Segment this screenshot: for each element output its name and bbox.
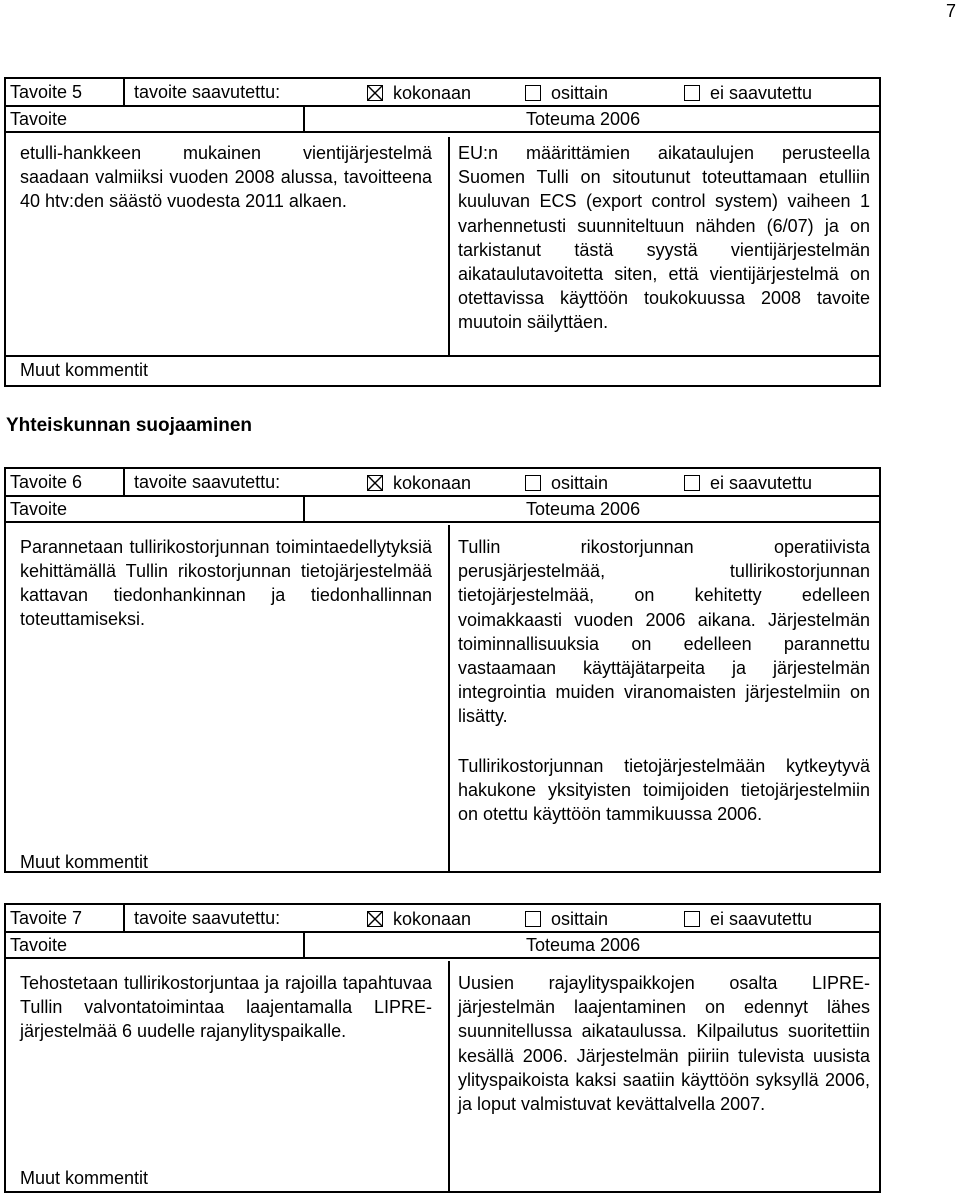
goal-table-7 bbox=[4, 903, 881, 1193]
status-row bbox=[6, 79, 879, 107]
column-header-outcome: Toteuma 2006 bbox=[526, 935, 641, 955]
option-not[interactable] bbox=[684, 472, 812, 494]
comments-label: Muut kommentit bbox=[20, 1168, 149, 1188]
checkbox-icon[interactable] bbox=[684, 911, 700, 927]
status-label: tavoite saavutettu: bbox=[134, 908, 281, 928]
section-heading: Yhteiskunnan suojaaminen bbox=[6, 415, 252, 436]
goal-label: Tavoite 5 bbox=[10, 82, 83, 102]
option-not[interactable] bbox=[684, 82, 812, 104]
option-partial-label: osittain bbox=[551, 472, 609, 493]
content-row bbox=[6, 137, 879, 385]
comments-label: Muut kommentit bbox=[20, 360, 149, 380]
header-row bbox=[6, 497, 879, 523]
status-label: tavoite saavutettu: bbox=[134, 82, 281, 102]
checked-checkbox-icon[interactable] bbox=[367, 475, 383, 491]
option-partial[interactable] bbox=[525, 82, 608, 104]
goal-label: Tavoite 7 bbox=[10, 908, 83, 928]
comments-label: Muut kommentit bbox=[20, 852, 149, 872]
header-row bbox=[6, 933, 879, 959]
column-header-goal: Tavoite bbox=[10, 499, 68, 519]
option-not-label: ei saavutettu bbox=[710, 908, 813, 929]
outcome-paragraph: Tullirikostorjunnan tietojärjestelmään kytkeytyvä hakukone yksityisten toimijoiden tietojärjestelmiin on otettu käyttöön tammikuussa 2006. bbox=[458, 755, 870, 825]
option-full[interactable] bbox=[367, 472, 471, 494]
header-row bbox=[6, 107, 879, 133]
goal-table-5 bbox=[4, 77, 881, 387]
outcome-paragraph: Uusien rajaylityspaikkojen osalta LIPRE-järjestelmän laajentaminen on edennyt lähes suunnitellussa aikataulussa. Kilpailutus suoritettiin kesällä 2006. Järjestelmän piiriin tulevista uusista ylityspaikoista kaksi saatiin käyttöön syksyllä 2006, ja loput valmistuvat kevättalvella 2007. bbox=[458, 973, 870, 1115]
checkbox-icon[interactable] bbox=[525, 911, 541, 927]
checked-checkbox-icon[interactable] bbox=[367, 911, 383, 927]
option-partial-label: osittain bbox=[551, 908, 609, 929]
option-full[interactable] bbox=[367, 908, 471, 930]
outcome-paragraph: EU:n määrittämien aikataulujen perusteella Suomen Tulli on sitoutunut toteuttamaan etulliin kuuluvan ECS (export control system) vaiheen 1 varhennetusti suunniteltuun nähden (6/07) ja on tarkistanut tästä syystä vientijärjestelmän aikataulutavoitetta siten, että vientijärjestelmä on otettavissa käyttöön toukokuussa 2008 tavoite muutoin säilyttäen. bbox=[458, 143, 870, 333]
column-header-outcome: Toteuma 2006 bbox=[526, 109, 641, 129]
option-full-label: kokonaan bbox=[393, 908, 472, 929]
status-row bbox=[6, 905, 879, 933]
goal-table-6 bbox=[4, 467, 881, 873]
outcome-text bbox=[458, 535, 870, 826]
goal-label: Tavoite 6 bbox=[10, 472, 83, 492]
column-header-goal: Tavoite bbox=[10, 935, 68, 955]
option-full[interactable] bbox=[367, 82, 471, 104]
column-header-goal: Tavoite bbox=[10, 109, 68, 129]
status-label: tavoite saavutettu: bbox=[134, 472, 281, 492]
option-partial[interactable] bbox=[525, 908, 608, 930]
column-header-outcome: Toteuma 2006 bbox=[526, 499, 641, 519]
goal-text: Tehostetaan tullirikostorjuntaa ja rajoilla tapahtuvaa Tullin valvontatoimintaa laajentamalla LIPRE-järjestelmää 6 uudelle rajanylityspaikalle. bbox=[20, 973, 432, 1041]
option-partial[interactable] bbox=[525, 472, 608, 494]
content-row bbox=[6, 525, 879, 871]
goal-text: Parannetaan tullirikostorjunnan toimintaedellytyksiä kehittämällä Tullin rikostorjunnan tietojärjestelmää kattavan tiedonhankinnan ja tiedonhallinnan toteuttamiseksi. bbox=[20, 537, 432, 629]
option-full-label: kokonaan bbox=[393, 472, 472, 493]
option-full-label: kokonaan bbox=[393, 82, 472, 103]
option-not-label: ei saavutettu bbox=[710, 472, 813, 493]
outcome-paragraph: Tullin rikostorjunnan operatiivista perusjärjestelmää, tullirikostorjunnan tietojärjestelmää, on kehitetty edelleen voimakkaasti vuoden 2006 aikana. Järjestelmän toiminnallisuuksia on edelleen parannettu vastaamaan käyttäjätarpeita ja järjestelmän integrointia muiden viranomaisten järjestelmiin on lisätty. bbox=[458, 537, 870, 727]
outcome-text bbox=[458, 971, 870, 1116]
checkbox-icon[interactable] bbox=[684, 85, 700, 101]
option-not[interactable] bbox=[684, 908, 812, 930]
checkbox-icon[interactable] bbox=[525, 85, 541, 101]
status-row bbox=[6, 469, 879, 497]
page-number: 7 bbox=[945, 1, 956, 21]
outcome-text bbox=[458, 141, 870, 335]
content-row bbox=[6, 961, 879, 1191]
option-not-label: ei saavutettu bbox=[710, 82, 813, 103]
checkbox-icon[interactable] bbox=[525, 475, 541, 491]
option-partial-label: osittain bbox=[551, 82, 609, 103]
checked-checkbox-icon[interactable] bbox=[367, 85, 383, 101]
checkbox-icon[interactable] bbox=[684, 475, 700, 491]
goal-text: etulli-hankkeen mukainen vientijärjestelmä saadaan valmiiksi vuoden 2008 alussa, tavoitteena 40 htv:den säästö vuodesta 2011 alkaen. bbox=[20, 143, 432, 211]
